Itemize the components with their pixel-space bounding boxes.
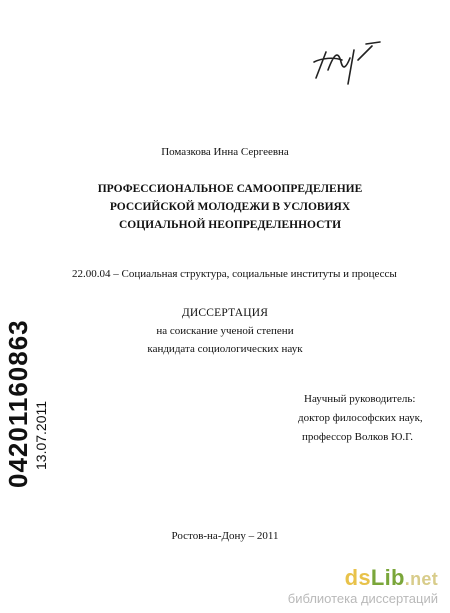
degree-line: кандидата социологических наук [147,343,303,355]
registry-number-stamp: 04201160863 [3,319,33,488]
title-line: РОССИЙСКОЙ МОЛОДЕЖИ В УСЛОВИЯХ [109,201,351,213]
specialty-code: 22.00.04 – Социальная структура, социальные институты и процессы [72,268,397,280]
dissertation-title [60,180,400,234]
advisor-block [298,390,423,447]
advisor-label: Научный руководитель: [304,393,416,405]
city-year: Ростов-на-Дону – 2011 [171,530,279,542]
degree-line: на соискание ученой степени [156,325,294,337]
watermark-subtitle: библиотека диссертаций [287,591,438,606]
dissertation-block [0,304,450,358]
watermark [288,566,438,606]
advisor-degree: доктор философских наук, [298,412,423,424]
watermark-logo: dsLib.net [344,565,438,590]
registry-date-stamp: 13.07.2011 [33,400,49,470]
title-line: СОЦИАЛЬНОЙ НЕОПРЕДЕЛЕННОСТИ [118,219,342,231]
document-type: ДИССЕРТАЦИЯ [181,307,269,319]
handwritten-signature [308,40,388,90]
author-name: Помазкова Инна Сергеевна [161,146,289,158]
advisor-name: профессор Волков Ю.Г. [302,431,414,443]
title-line: ПРОФЕССИОНАЛЬНОЕ САМООПРЕДЕЛЕНИЕ [97,183,363,195]
